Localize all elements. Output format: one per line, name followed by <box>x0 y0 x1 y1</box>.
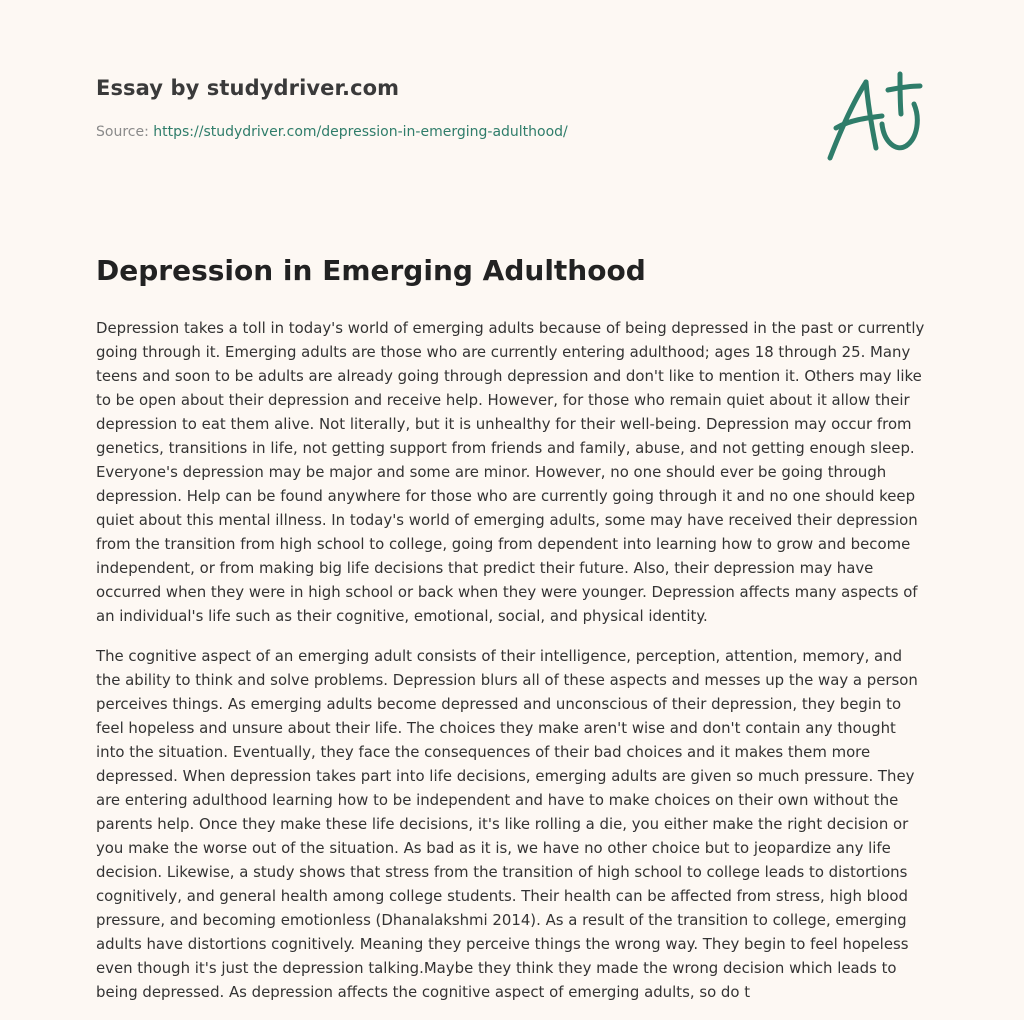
essay-paragraph: The cognitive aspect of an emerging adult consists of their intelligence, perception, attention, memory, and the ability to think and solve problems. Depression blurs all of these aspects and messes up the way a person perceives things. As emerging adults become depressed and unconscious of their depression, they begin to feel hopeless and unsure about their life. The choices they make aren't wise and don't contain any thought into the situation. Eventually, they face the consequences of their bad choices and it makes them more depressed. When depression takes part into life decisions, emerging adults are given so much pressure. They are entering adulthood learning how to be independent and have to make choices on their own without the parents help. Once they make these life decisions, it's like rolling a die, you either make the right decision or you make the worse out of the situation. As bad as it is, we have no other choice but to jeopardize any life decision. Likewise, a study shows that stress from the transition of high school to college leads to distortions cognitively, and general health among college students. Their health can be affected from stress, high blood pressure, and becoming emotionless (Dhanalakshmi 2014). As a result of the transition to college, emerging adults have distortions cognitively. Meaning they perceive things the wrong way. They begin to feel hopeless even though it's just the depression talking.Maybe they think they made the wrong decision which leads to being depressed. As depression affects the cognitive aspect of emerging adults, so do t <box>96 647 918 1001</box>
source-link[interactable]: https://studydriver.com/depression-in-emerging-adulthood/ <box>153 124 568 140</box>
essay-body <box>96 316 928 1020</box>
a-plus-grade-svg <box>822 66 932 166</box>
source-line <box>96 124 568 140</box>
essay-title: Depression in Emerging Adulthood <box>96 254 646 287</box>
site-header <box>96 76 796 100</box>
brand-title: Essay by studydriver.com <box>96 76 400 100</box>
source-label: Source: <box>96 124 149 140</box>
essay-paragraph: Depression takes a toll in today's world of emerging adults because of being depressed in the past or currently going through it. Emerging adults are those who are currently entering adulthood; ages 18 through 25. Many teens and soon to be adults are already going through depression and don't like to mention it. Others may like to be open about their depression and receive help. However, for those who remain quiet about it allow their depression to eat them alive. Not literally, but it is unhealthy for their well-being. Depression may occur from genetics, transitions in life, not getting support from friends and family, abuse, and not getting enough sleep. Everyone's depression may be major and some are minor. However, no one should ever be going through depression. Help can be found anywhere for those who are currently going through it and no one should keep quiet about this mental illness. In today's world of emerging adults, some may have received their depression from the transition from high school to college, going from dependent into learning how to grow and become independent, or from making big life decisions that predict their future. Also, their depression may have occurred when they were in high school or back when they were younger. Depression affects many aspects of an individual's life such as their cognitive, emotional, social, and physical identity. <box>96 319 925 625</box>
a-plus-grade-icon <box>822 66 932 166</box>
